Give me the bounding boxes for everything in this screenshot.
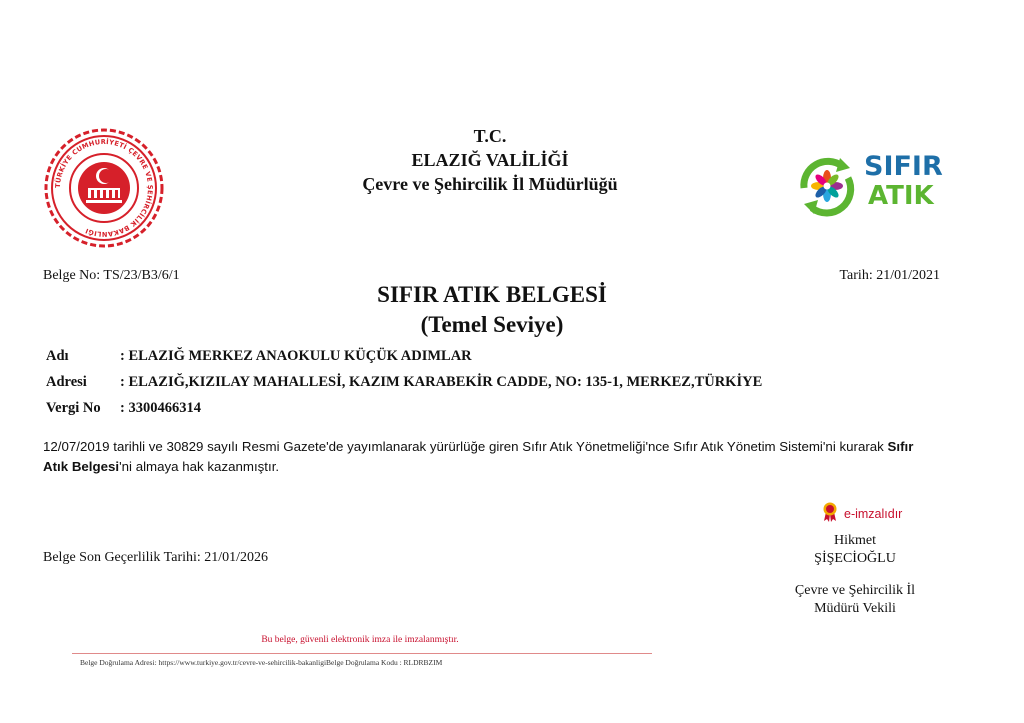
title-sub: (Temel Seviye) [420,312,564,337]
signer-title-line2: Müdürü Vekili [814,601,896,616]
recipient-info [46,346,762,424]
info-label: Adı [46,348,69,364]
signer-block [780,532,930,618]
e-signature-badge [822,503,942,525]
info-label: Vergi No [46,400,101,416]
header-line-tc: T.C. [473,126,507,146]
signer-last-name: ŞİŞECİOĞLU [814,551,896,566]
header-line-valilik: ELAZIĞ VALİLİĞİ [411,150,569,170]
verification-address: Belge Doğrulama Adresi: https://www.turkiye.gov.tr/cevre-ve-sehircilik-bakanligiBelge Doğrulama Kodu : RLDRBZIM [80,658,443,667]
info-value: : ELAZIĞ,KIZILAY MAHALLESİ, KAZIM KARABEKİR CADDE, NO: 135-1, MERKEZ,TÜRKİYE [120,374,763,390]
title-main: SIFIR ATIK BELGESİ [377,282,607,307]
ministry-seal [44,128,164,248]
document-number: Belge No: TS/23/B3/6/1 [43,268,180,283]
certificate-statement [43,437,923,477]
institution-header [300,124,680,196]
certificate-title [312,280,672,340]
statement-bold: Sıfır Atık Belgesi [43,439,914,474]
logo-text-sifir: SIFIR [864,151,943,182]
statement-text: 12/07/2019 tarihli ve 30829 sayılı Resmi Gazete'de yayımlanarak yürürlüğe giren Sıfır Atık Yönetmeliği'nce Sıfır Atık Yönetim Sistemi'ni kurarak [43,439,888,454]
info-row-tax-no [46,398,762,424]
info-row-address [46,372,762,398]
signer-first-name: Hikmet [834,533,876,548]
signer-title-line1: Çevre ve Şehircilik İl [794,583,916,598]
e-signature-notice: Bu belge, güvenli elektronik imza ile imzalanmıştır. [261,635,459,645]
sifir-atik-logo [792,148,942,218]
header-line-mudurluk: Çevre ve Şehircilik İl Müdürlüğü [362,174,618,194]
info-value: : ELAZIĞ MERKEZ ANAOKULU KÜÇÜK ADIMLAR [120,348,472,364]
info-value: : 3300466314 [120,400,201,416]
validity-date: Belge Son Geçerlilik Tarihi: 21/01/2026 [43,550,269,565]
info-row-name [46,346,762,372]
logo-text-atik: ATIK [868,181,934,211]
document-date: Tarih: 21/01/2021 [839,268,940,283]
e-signature-label: e-imzalıdır [844,507,903,521]
award-ribbon-icon [822,502,838,527]
info-label: Adresi [46,374,87,390]
statement-text-end: 'ni almaya hak kazanmıştır. [119,459,280,474]
footer-divider [72,653,652,654]
seal-ring-text: TÜRKİYE CUMHURİYETİ ÇEVRE VE ŞEHİRCİLİK BAKANLIĞI [53,137,155,239]
